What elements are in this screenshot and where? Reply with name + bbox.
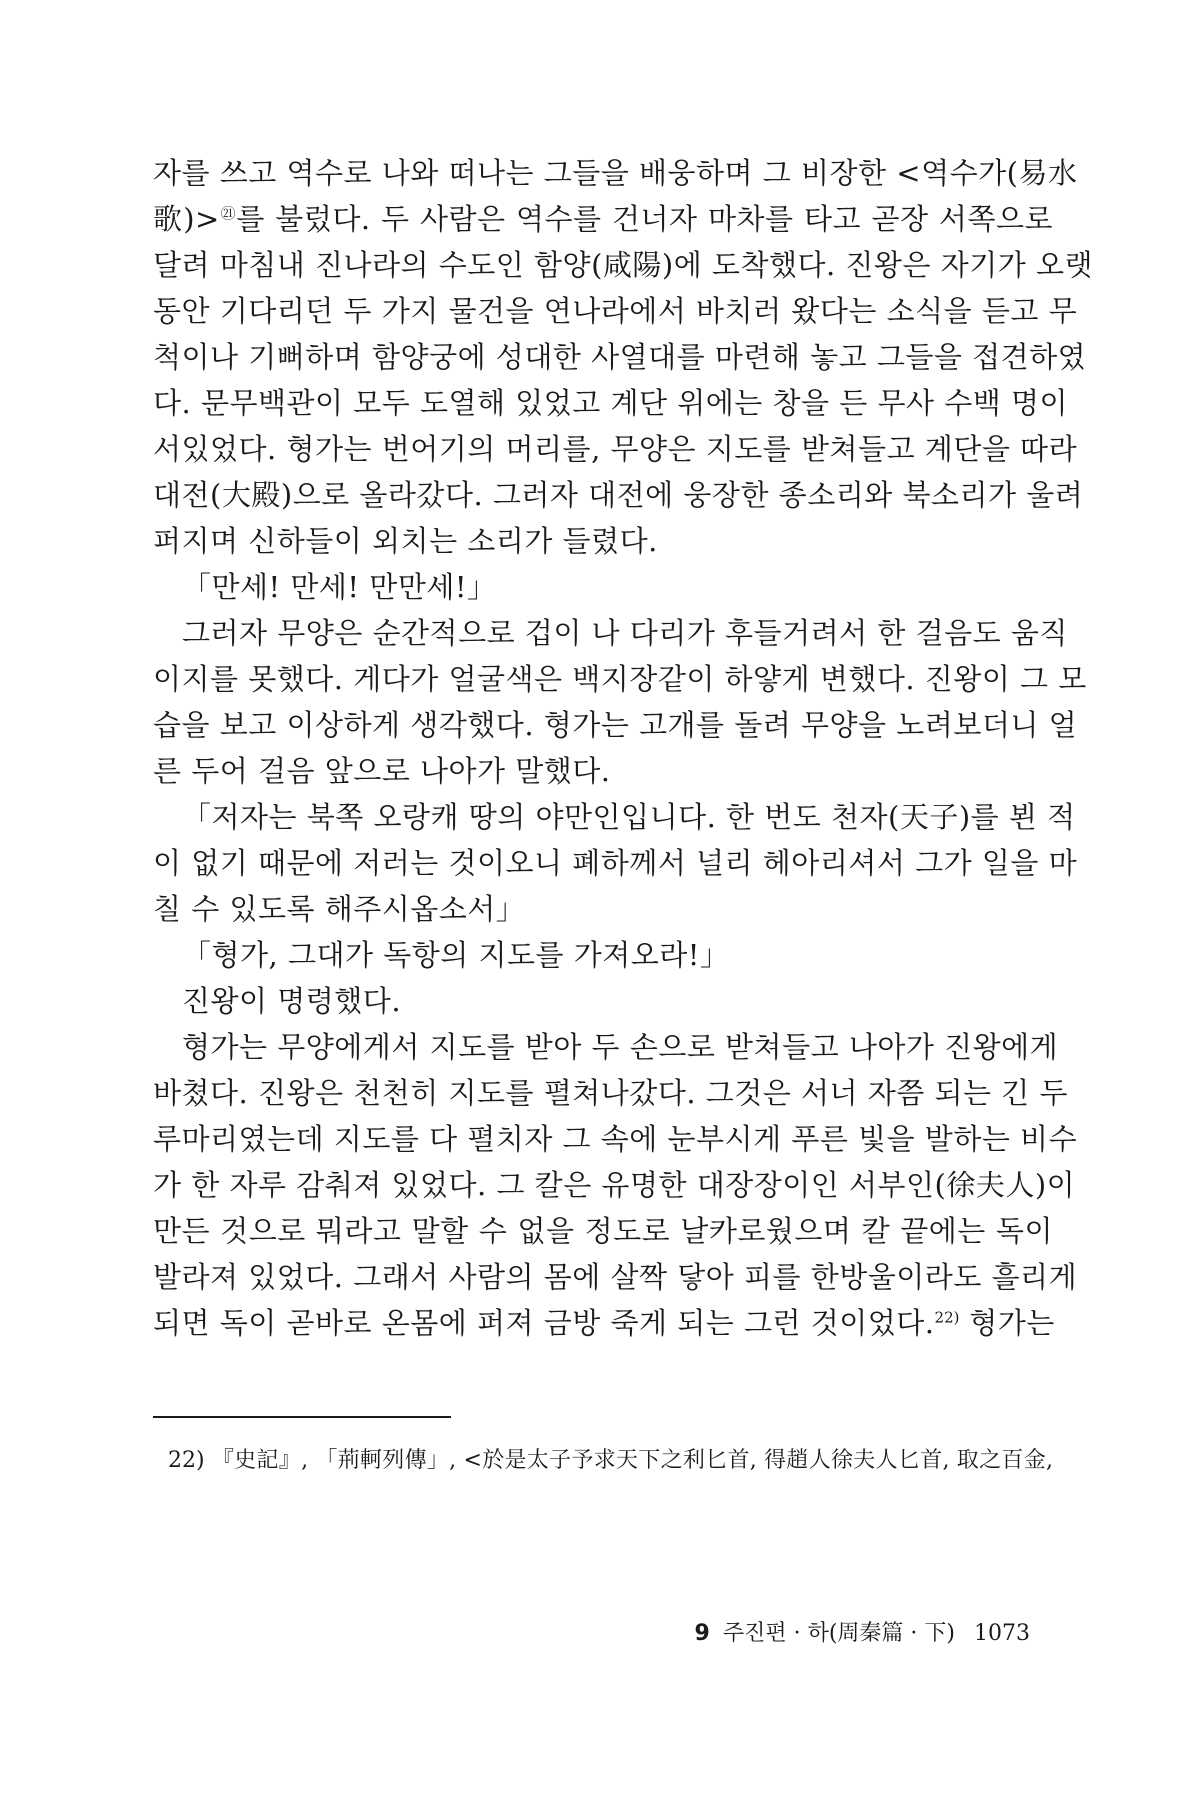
- text-line: 진왕이 명령했다.: [182, 984, 402, 1018]
- text-line: 가 한 자루 감춰져 있었다. 그 칼은 유명한 대장장이인 서부인(徐夫人)이: [153, 1168, 1076, 1202]
- text-line: 다. 문무백관이 모두 도열해 있었고 계단 위에는 창을 든 무사 수백 명이: [153, 386, 1069, 420]
- text-line: 동안 기다리던 두 가지 물건을 연나라에서 바치러 왔다는 소식을 듣고 무: [153, 294, 1078, 328]
- dialogue-line: 「저자는 북쪽 오랑캐 땅의 야만인입니다. 한 번도 천자(天子)를 뵌 적: [182, 800, 1076, 834]
- text-segment: 되면 독이 곧바로 온몸에 퍼져 금방 죽게 되는 그런 것이었다.: [153, 1306, 935, 1340]
- text-line: 바쳤다. 진왕은 천천히 지도를 펼쳐나갔다. 그것은 서너 자쯤 되는 긴 두: [153, 1076, 1069, 1110]
- footnote-marker-22: 22): [934, 1308, 960, 1327]
- footnote-divider: [153, 1416, 451, 1418]
- footnote-marker-21: ㉑: [219, 204, 237, 223]
- text-line: 루마리였는데 지도를 다 펼치자 그 속에 눈부시게 푸른 빛을 발하는 비수: [153, 1122, 1078, 1156]
- text-line: 습을 보고 이상하게 생각했다. 형가는 고개를 돌려 무양을 노려보더니 얼: [153, 708, 1078, 742]
- text-line: [153, 1300, 1053, 1346]
- dialogue-line: 「만세! 만세! 만만세!」: [182, 570, 497, 604]
- text-line: 이 없기 때문에 저러는 것이오니 폐하께서 널리 헤아리셔서 그가 일을 마: [153, 846, 1078, 880]
- text-line: 그러자 무양은 순간적으로 겁이 나 다리가 후들거려서 한 걸음도 움직: [182, 616, 1068, 650]
- text-line: 발라져 있었다. 그래서 사람의 몸에 살짝 닿아 피를 한방울이라도 흘리게: [153, 1260, 1078, 1294]
- text-line: 달려 마침내 진나라의 수도인 함양(咸陽)에 도착했다. 진왕은 자기가 오랫: [153, 248, 1093, 282]
- text-line: 만든 것으로 뭐라고 말할 수 없을 정도로 날카로웠으며 칼 끝에는 독이: [153, 1214, 1053, 1248]
- main-text: [153, 150, 1093, 1346]
- text-line: 른 두어 걸음 앞으로 나아가 말했다.: [153, 754, 611, 788]
- text-line: 퍼지며 신하들이 외치는 소리가 들렸다.: [153, 524, 658, 558]
- chapter-number: 9: [694, 1621, 710, 1646]
- footnote-22: 22) 『史記』, 「荊軻列傳」, <於是太子予求天下之利匕首, 得趙人徐夫人匕首, 取之百金,: [168, 1448, 1053, 1473]
- text-line: 척이나 기뻐하며 함양궁에 성대한 사열대를 마련해 놓고 그들을 접견하였: [153, 340, 1087, 374]
- text-line: [153, 196, 1053, 242]
- text-line: 자를 쓰고 역수로 나와 떠나는 그들을 배웅하며 그 비장한 <역수가(易水: [153, 156, 1078, 190]
- text-line: 칠 수 있도록 해주시옵소서」: [153, 892, 526, 926]
- text-line: 형가는 무양에게서 지도를 받아 두 손으로 받쳐들고 나아가 진왕에게: [182, 1030, 1059, 1064]
- text-line: 서있었다. 형가는 번어기의 머리를, 무양은 지도를 받쳐들고 계단을 따라: [153, 432, 1078, 466]
- chapter-title: 주진편 · 하(周秦篇 · 下): [722, 1621, 955, 1646]
- page-number: 1073: [974, 1621, 1030, 1646]
- running-footer: [695, 1617, 1030, 1651]
- text-segment: 歌)>: [153, 202, 220, 236]
- text-line: 대전(大殿)으로 올라갔다. 그러자 대전에 웅장한 종소리와 북소리가 울려: [153, 478, 1084, 512]
- text-line: 이지를 못했다. 게다가 얼굴색은 백지장같이 하얗게 변했다. 진왕이 그 모: [153, 662, 1087, 696]
- text-segment: 를 불렀다. 두 사람은 역수를 건너자 마차를 타고 곧장 서쪽으로: [236, 202, 1053, 236]
- dialogue-line: 「형가, 그대가 독항의 지도를 가져오라!」: [182, 938, 730, 972]
- text-segment: 형가는: [959, 1306, 1055, 1340]
